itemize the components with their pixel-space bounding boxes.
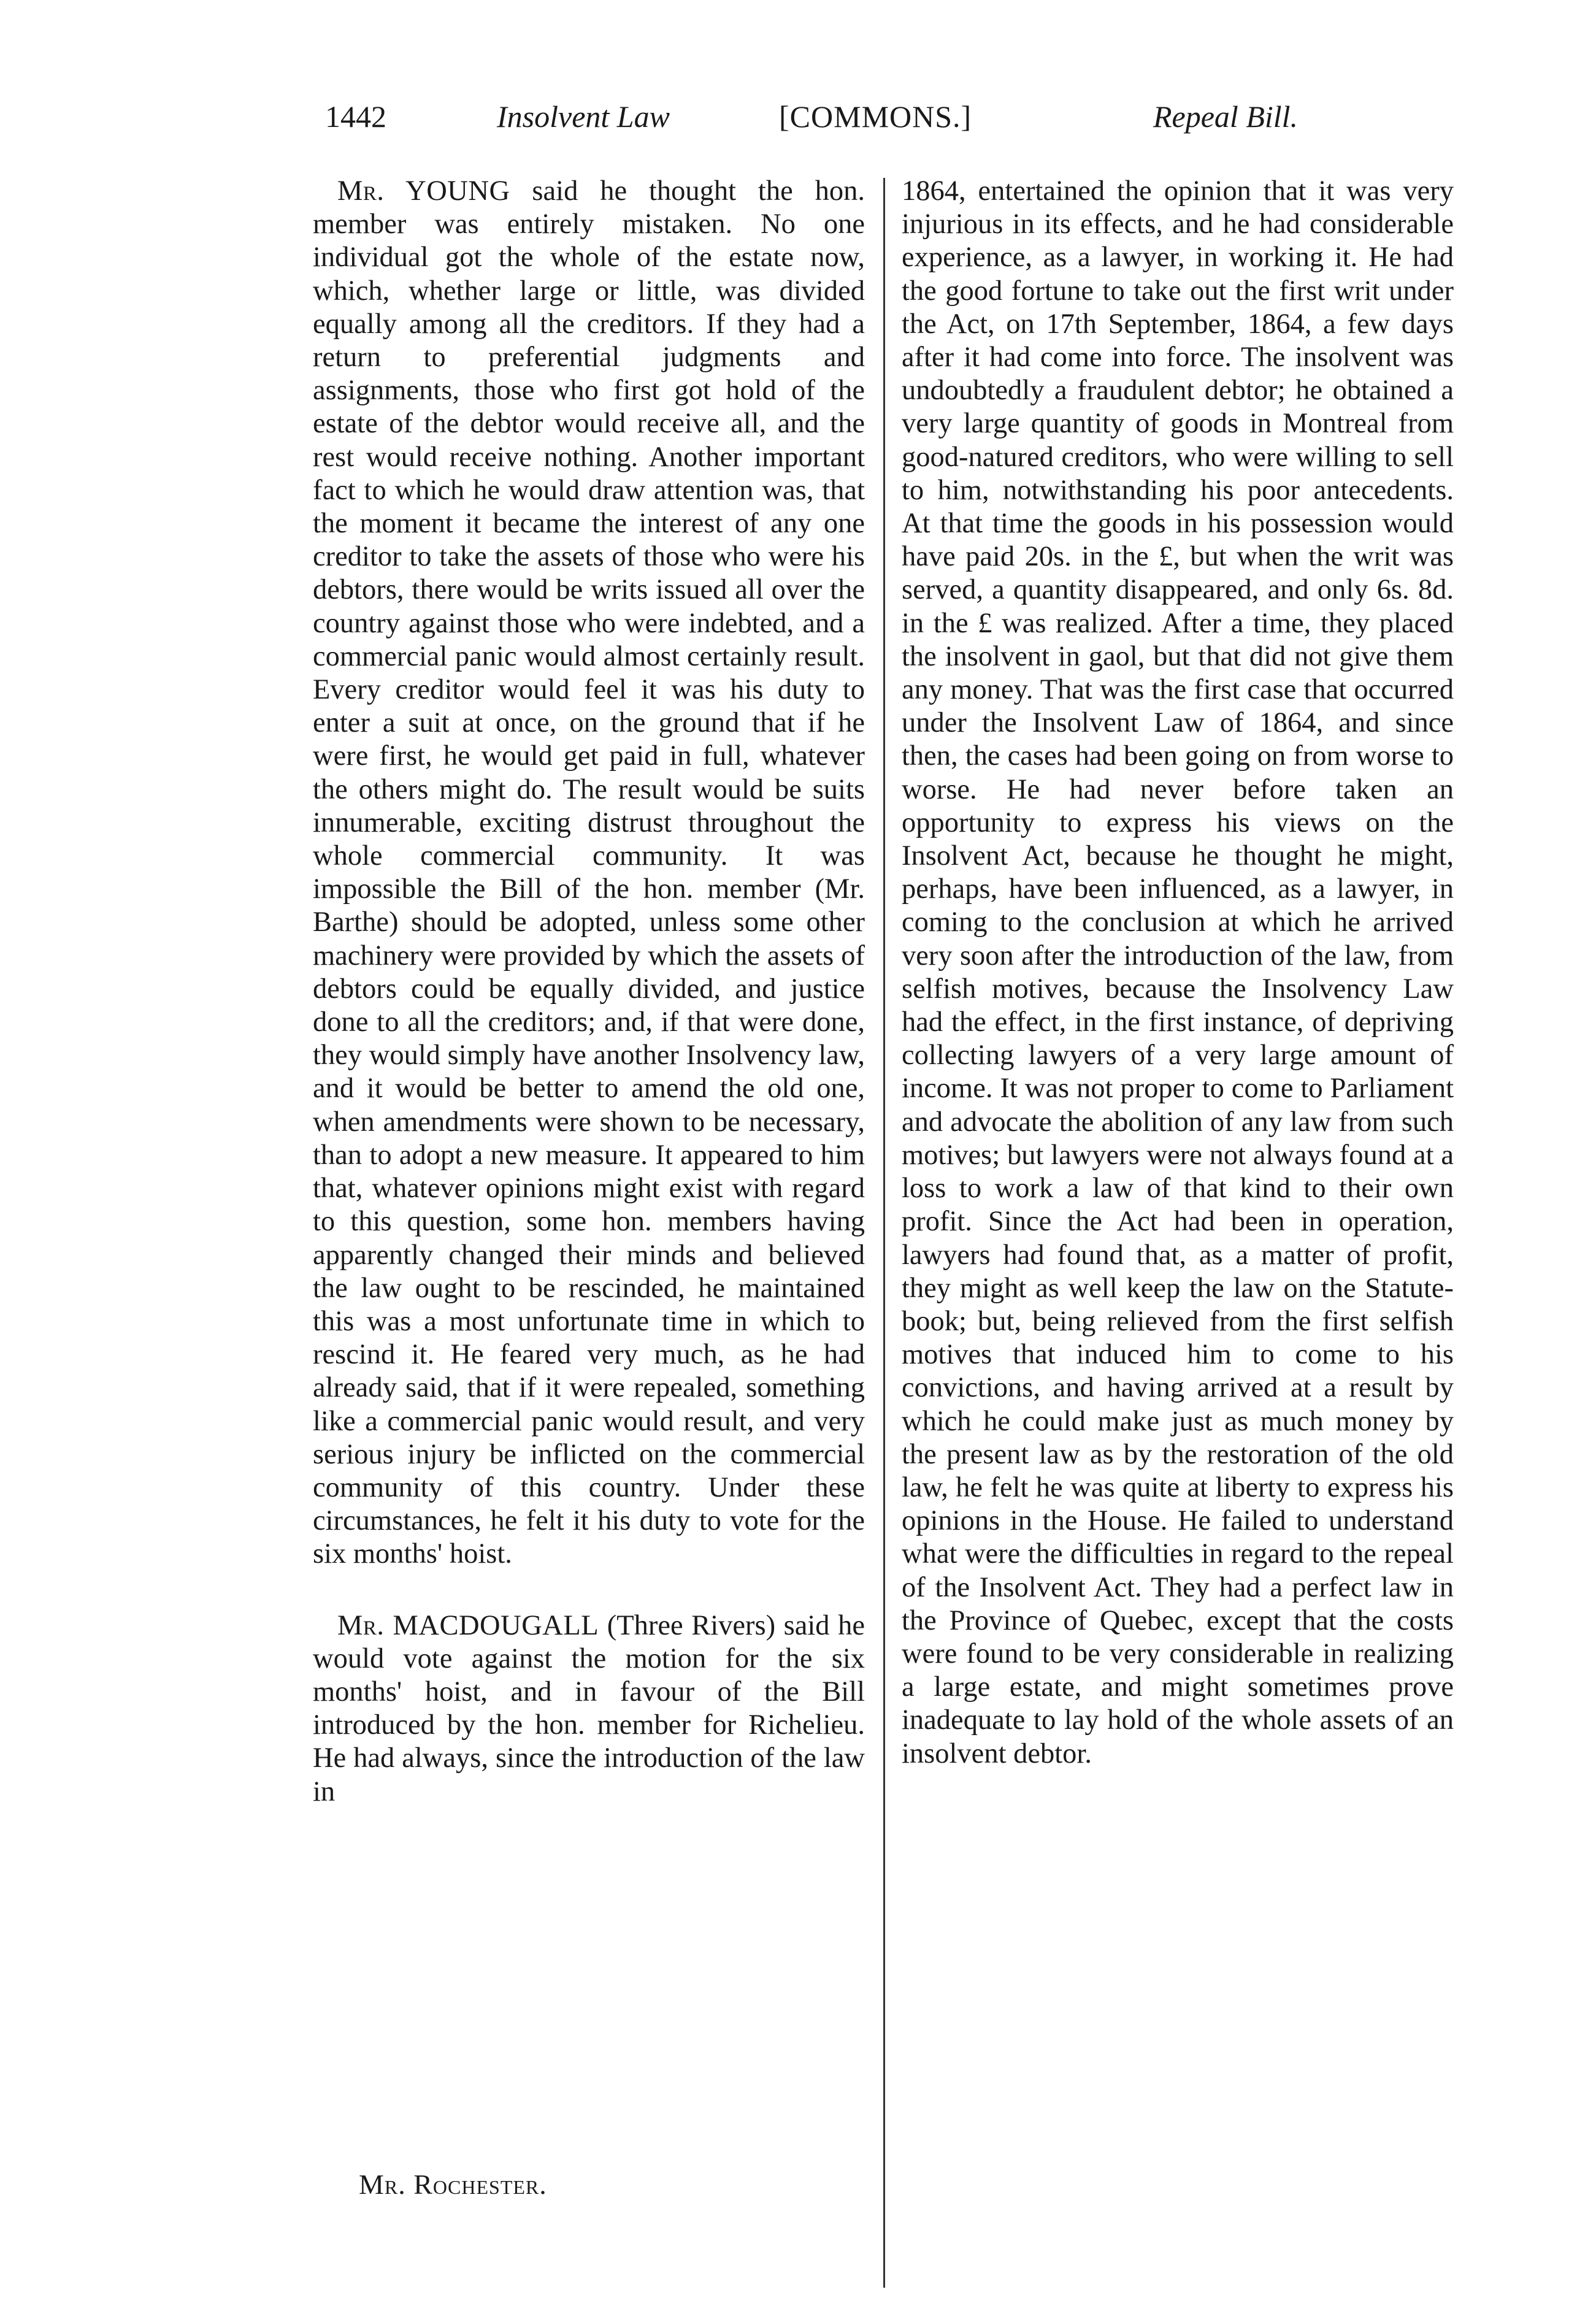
column-divider [883, 178, 885, 2288]
paragraph-text: said he thought the hon. member was entirely mistaken. No one individual got the whole of the estate now, which, whether large or little, was divided equally among all the creditors. If they had a return to preferential judgments and assignments, those who first got hold of the estate of the debtor would receive all, and the rest would receive nothing. Another important fact to which he would draw attention was, that the moment it became the interest of any one creditor to take the assets of those who were his debtors, there would be writs issued all over the country against those who were indebted, and a commercial panic would almost certainly result. Every creditor would feel it was his duty to enter a suit at once, on the ground that if he were first, he would get paid in full, whatever the others might do. The result would be suits innumerable, exciting distrust throughout the whole commercial community. It was impossible the Bill of the hon. member (Mr. Barthe) should be adopted, unless some other machinery were provided by which the assets of debtors could be equally divided, and justice done to all the creditors; and, if that were done, they would simply have another Insolvency law, and it would be better to amend the old one, when amendments were shown to be necessary, than to adopt a new measure. It appeared to him that, whatever opinions might exist with regard to this question, some hon. members having apparently changed their minds and believed the law ought to be rescinded, he maintained this was a most unfortunate time in which to rescind it. He feared very much, as he had already said, that if it were repealed, something like a commercial panic would result, and very serious injury be inflicted on the commercial community of this country. Under these circumstances, he felt it his duty to vote for the six months' hoist. [313, 175, 865, 1570]
running-title-left: Insolvent Law [497, 99, 670, 134]
running-title-right: Repeal Bill. [1153, 99, 1299, 134]
paragraph-text: (Three Rivers) said he would vote against the motion for the six months' hoist, and in favour of the Bill introduced by the hon. member for Richelieu. He had always, since the introduction of the law in [313, 1609, 865, 1807]
running-head [307, 92, 1313, 141]
paragraph-continued: 1864, entertained the opinion that it was very injurious in its effects, and he had considerable experience, as a lawyer, in working it. He had the good fortune to take out the first writ under the Act, on 17th September, 1864, a few days after it had come into force. The insolvent was undoubtedly a fraudulent debtor; he obtained a very large quantity of goods in Montreal from good-natured creditors, who were willing to sell to him, notwithstanding his poor antecedents. At that time the goods in his possession would have paid 20s. in the £, but when the writ was served, a quantity disappeared, and only 6s. 8d. in the £ was realized. After a time, they placed the insolvent in gaol, but that did not give them any money. That was the first case that occurred under the Insolvent Law of 1864, and since then, the cases had been going on from worse to worse. He had never before taken an opportunity to express his views on the Insolvent Act, because he thought he might, perhaps, have been influenced, as a lawyer, in coming to the conclusion at which he arrived very soon after the introduction of the law, from selfish motives, because the Insolvency Law had the effect, in the first instance, of depriving collecting lawyers of a very large amount of income. It was not proper to come to Parliament and advocate the abolition of any law from such motives; but lawyers were not always found at a loss to work a law of that kind to their own profit. Since the Act had been in operation, lawyers had found that, as a matter of profit, they might as well keep the law on the Statute-book; but, being relieved from the first selfish motives that induced him to come to his convictions, and having arrived at a result by which he could make just as much money by the present law as by the restoration of the old law, he felt he was quite at liberty to express his opinions in the House. He failed to understand what were the difficulties in regard to the repeal of the Insolvent Act. They had a perfect law in the Province of Quebec, except that the costs were found to be very considerable in realizing a large estate, and might sometimes prove inadequate to lay hold of the whole assets of an insolvent debtor. [902, 175, 1454, 1769]
paragraph-young [313, 175, 865, 1571]
left-column [313, 175, 865, 1809]
speaker-name: Mr. MACDOUGALL [337, 1609, 599, 1641]
paragraph-macdougall [313, 1609, 865, 1809]
running-title-center: [COMMONS.] [779, 99, 972, 134]
speaker-name: Mr. YOUNG [337, 175, 510, 207]
catchword: Mr. Rochester. [359, 2169, 547, 2200]
page-number: 1442 [325, 99, 386, 134]
right-column [902, 175, 1454, 1771]
